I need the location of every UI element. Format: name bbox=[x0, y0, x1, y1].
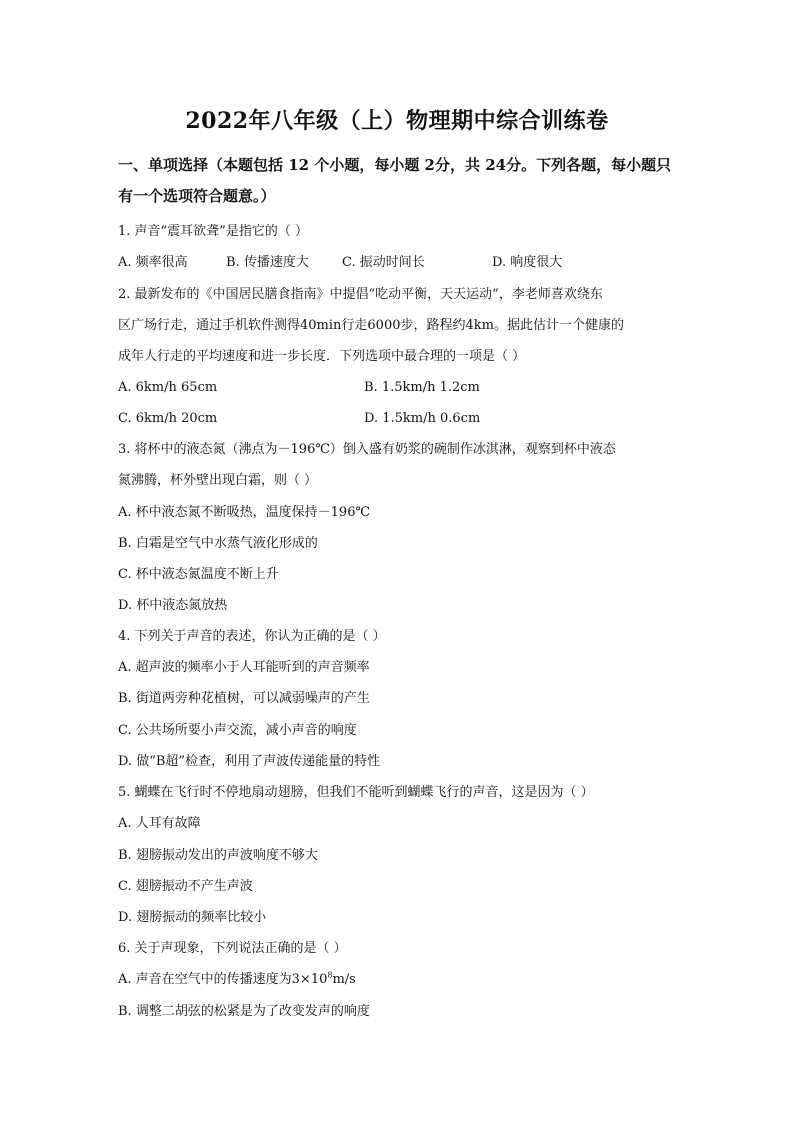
question-3-option-b: B. 白霜是空气中水蒸气液化形成的 bbox=[118, 536, 318, 551]
question-4-option-d: D. 做“B超”检查，利用了声波传递能量的特性 bbox=[118, 754, 381, 769]
question-6-option-a-unit: m/s bbox=[332, 972, 356, 987]
question-1-option-d: D. 响度很大 bbox=[492, 255, 563, 270]
question-6-stem: 6. 关于声现象，下列说法正确的是（ ） bbox=[118, 941, 347, 956]
question-3-option-a: A. 杯中液态氮不断吸热，温度保持－196℃ bbox=[118, 505, 371, 520]
question-2-stem-line-3: 成年人行走的平均速度和进一步长度．下列选项中最合理的一项是（ ） bbox=[118, 349, 526, 364]
question-3-stem-line-2: 氮沸腾，杯外壁出现白霜，则（ ） bbox=[118, 473, 318, 488]
question-1-option-b: B. 传播速度大 bbox=[226, 255, 309, 270]
question-4-stem: 4. 下列关于声音的表述，你认为正确的是（ ） bbox=[118, 629, 386, 644]
question-1-option-a: A. 频率很高 bbox=[118, 255, 188, 270]
question-4-option-c: C. 公共场所要小声交流，减小声音的响度 bbox=[118, 723, 357, 738]
question-5-option-a: A. 人耳有故障 bbox=[118, 816, 201, 831]
question-2-stem-line-2: 区广场行走，通过手机软件测得40min行走6000步，路程约4km。据此估计一个健康的 bbox=[118, 318, 624, 333]
question-2-option-c: C. 6km/h 20cm bbox=[118, 411, 218, 426]
question-3-stem-line-1: 3. 将杯中的液态氮（沸点为－196℃）倒入盛有奶浆的碗制作冰淇淋，观察到杯中液态 bbox=[118, 442, 616, 457]
question-1-stem: 1. 声音“震耳欲聋”是指它的（ ） bbox=[118, 224, 308, 239]
question-2-option-a: A. 6km/h 65cm bbox=[118, 380, 218, 395]
question-1-option-c: C. 振动时间长 bbox=[342, 255, 425, 270]
question-4-option-b: B. 街道两旁种花植树，可以减弱噪声的产生 bbox=[118, 691, 370, 706]
question-6-option-a bbox=[118, 971, 356, 989]
question-4-option-a: A. 超声波的频率小于人耳能听到的声音频率 bbox=[118, 660, 370, 675]
section-heading: 一、单项选择（本题包括 12 个小题，每小题 2分，共 24分。下列各题，每小题只有一个选项符合题意。） bbox=[118, 156, 672, 205]
question-5-option-d: D. 翅膀振动的频率比较小 bbox=[118, 910, 267, 925]
question-2-option-d: D. 1.5km/h 0.6cm bbox=[364, 411, 481, 426]
page-title: 2022年八年级（上）物理期中综合训练卷 bbox=[185, 108, 609, 134]
question-6-option-a-text: A. 声音在空气中的传播速度为3×10 bbox=[118, 972, 328, 987]
question-6-option-a-exponent: 8 bbox=[327, 970, 333, 980]
question-5-stem: 5. 蝴蝶在飞行时不停地扇动翅膀，但我们不能听到蝴蝶飞行的声音，这是因为（ ） bbox=[118, 785, 594, 800]
question-5-option-c: C. 翅膀振动不产生声波 bbox=[118, 879, 253, 894]
question-2-option-b: B. 1.5km/h 1.2cm bbox=[364, 380, 480, 395]
question-5-option-b: B. 翅膀振动发出的声波响度不够大 bbox=[118, 848, 318, 863]
question-2-stem-line-1: 2. 最新发布的《中国居民膳食指南》中提倡“吃动平衡，天天运动”，李老师喜欢绕东 bbox=[118, 287, 603, 302]
question-6-option-b: B. 调整二胡弦的松紧是为了改变发声的响度 bbox=[118, 1004, 370, 1019]
question-3-option-c: C. 杯中液态氮温度不断上升 bbox=[118, 567, 279, 582]
question-3-option-d: D. 杯中液态氮放热 bbox=[118, 598, 228, 613]
